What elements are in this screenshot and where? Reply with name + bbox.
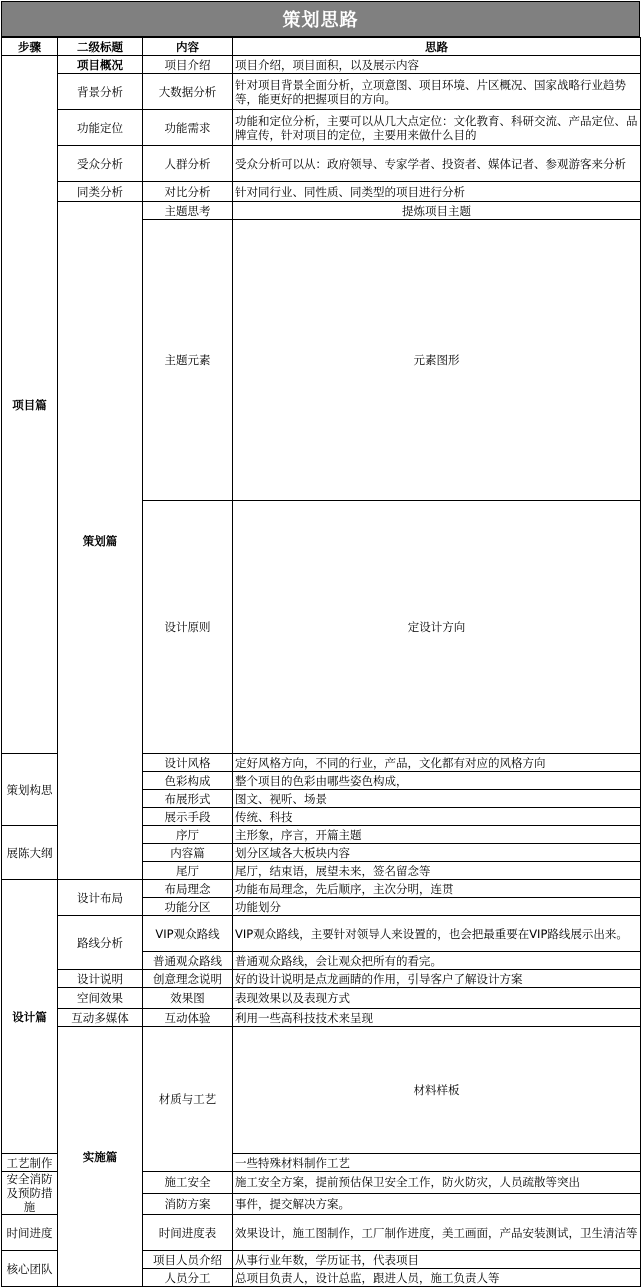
content-cell: 普通观众路线 (143, 952, 233, 970)
content-cell: 功能分区 (143, 898, 233, 916)
detail-cell: 图文、视听、场景 (233, 790, 641, 808)
content-cell: 序厅 (143, 826, 233, 844)
content-cell: 效果图 (143, 988, 233, 1009)
detail-cell: 好的设计说明是点龙画睛的作用，引导客户了解设计方案 (233, 970, 641, 988)
table-row (2, 1009, 641, 1027)
content-cell: 元素图形 (233, 220, 641, 501)
table-row (2, 182, 641, 202)
subtitle-cell: 互动多媒体 (58, 1009, 143, 1027)
table-row (2, 110, 641, 146)
detail-cell: 从事行业年数，学历证书，代表项目 (233, 1251, 641, 1269)
detail-cell: 尾厅，结束语，展望未来，签名留念等 (233, 862, 641, 880)
detail-cell: 整个项目的色彩由哪些姿色构成， (233, 772, 641, 790)
detail-cell: 传统、科技 (233, 808, 641, 826)
content-cell: 大数据分析 (143, 74, 233, 110)
subtitle-cell: 空间效果 (58, 988, 143, 1009)
detail-cell: 总项目负责人，设计总监，跟进人员，施工负责人等 (233, 1269, 641, 1287)
header-subtitle: 二级标题 (58, 38, 143, 56)
subtitle-cell: 路线分析 (58, 916, 143, 970)
subtitle-cell: 主题思考 (143, 202, 233, 220)
subtitle-cell: 核心团队 (2, 1251, 58, 1287)
detail-cell: 针对项目背景全面分析，立项意图、项目环境、片区概况、国家战略行业趋势等，能更好的把握项目的方向。 (233, 74, 641, 110)
detail-cell: 事件，提交解决方案。 (233, 1193, 641, 1215)
detail-cell: 主形象，序言，开篇主题 (233, 826, 641, 844)
section-cell: 实施篇 (58, 1027, 143, 1287)
subtitle-cell: 设计布局 (58, 880, 143, 916)
table-row (2, 74, 641, 110)
content-cell: 施工安全 (143, 1172, 233, 1194)
content-cell: 创意理念说明 (143, 970, 233, 988)
subtitle-cell: 设计说明 (58, 970, 143, 988)
content-cell: 定设计方向 (233, 501, 641, 754)
header-thinking: 思路 (233, 38, 641, 56)
subtitle-cell: 受众分析 (58, 146, 143, 182)
content-cell: 互动体验 (143, 1009, 233, 1027)
content-cell: 内容篇 (143, 844, 233, 862)
table-row (2, 202, 641, 220)
table-row (2, 988, 641, 1009)
content-cell: 色彩构成 (143, 772, 233, 790)
detail-cell: 受众分析可以从：政府领导、专家学者、投资者、媒体记者、参观游客来分析 (233, 146, 641, 182)
content-cell: 对比分析 (143, 182, 233, 202)
content-cell: 时间进度表 (143, 1215, 233, 1251)
detail-cell: 一些特殊材料制作工艺 (233, 1154, 641, 1172)
spreadsheet (1, 1, 640, 1287)
detail-cell: 针对同行业、同性质、同类型的项目进行分析 (233, 182, 641, 202)
detail-cell: 定好风格方向，不同的行业，产品，文化都有对应的风格方向 (233, 754, 641, 772)
subtitle-cell: 功能定位 (58, 110, 143, 146)
content-cell: 布展形式 (143, 790, 233, 808)
content-cell: 项目介绍 (143, 56, 233, 74)
content-cell: 工艺制作 (2, 1154, 58, 1172)
content-cell: 尾厅 (143, 862, 233, 880)
table-row (2, 970, 641, 988)
subtitle-cell: 材质与工艺 (143, 1027, 233, 1172)
table-row (2, 1027, 641, 1154)
table-row (2, 916, 641, 952)
sheet-title: 策划思路 (1, 1, 640, 37)
subtitle-cell: 主题元素 (143, 220, 233, 501)
content-cell: 材料样板 (233, 1027, 641, 1154)
subtitle-cell: 同类分析 (58, 182, 143, 202)
table-row (2, 146, 641, 182)
subtitle-cell: 时间进度 (2, 1215, 58, 1251)
detail-cell: 项目介绍，项目面积，以及展示内容 (233, 56, 641, 74)
section-cell: 项目篇 (2, 56, 58, 754)
table-row (2, 56, 641, 74)
content-cell: 功能需求 (143, 110, 233, 146)
subtitle-cell: 背景分析 (58, 74, 143, 110)
detail-cell: 划分区域各大板块内容 (233, 844, 641, 862)
subtitle-cell: 安全消防及预防措施 (2, 1172, 58, 1215)
content-cell: 展示手段 (143, 808, 233, 826)
detail-cell: 普通观众路线，会让观众把所有的看完。 (233, 952, 641, 970)
content-cell: VIP观众路线 (143, 916, 233, 952)
detail-cell: 利用一些高科技技术来呈现 (233, 1009, 641, 1027)
header-step: 步骤 (2, 38, 58, 56)
content-cell: 布局理念 (143, 880, 233, 898)
detail-cell: 功能划分 (233, 898, 641, 916)
content-cell: 消防方案 (143, 1193, 233, 1215)
content-cell: 设计风格 (143, 754, 233, 772)
table-row (2, 880, 641, 898)
subtitle-cell: 设计原则 (143, 501, 233, 754)
content-cell: 提炼项目主题 (233, 202, 641, 220)
section-cell: 策划篇 (58, 202, 143, 880)
header-content: 内容 (143, 38, 233, 56)
strategy-table (1, 37, 641, 1287)
detail-cell: 施工安全方案，提前预估保卫安全工作，防火防灾，人员疏散等突出 (233, 1172, 641, 1194)
section-cell: 设计篇 (2, 880, 58, 1154)
detail-cell: 效果设计，施工图制作，工厂制作进度，美工画面，产品安装测试，卫生清洁等 (233, 1215, 641, 1251)
detail-cell: VIP观众路线，主要针对领导人来设置的，也会把最重要在VIP路线展示出来。 (233, 916, 641, 952)
detail-cell: 功能和定位分析，主要可以从几大点定位：文化教育、科研交流、产品定位、品牌宣传，针对项目的定位，主要用来做什么目的 (233, 110, 641, 146)
subtitle-cell: 展陈大纲 (2, 826, 58, 880)
content-cell: 项目人员介绍 (143, 1251, 233, 1269)
header-row (2, 38, 641, 56)
detail-cell: 表现效果以及表现方式 (233, 988, 641, 1009)
detail-cell: 功能布局理念，先后顺序，主次分明，连贯 (233, 880, 641, 898)
content-cell: 人群分析 (143, 146, 233, 182)
subtitle-cell: 项目概况 (58, 56, 143, 74)
content-cell: 人员分工 (143, 1269, 233, 1287)
subtitle-cell: 策划构思 (2, 754, 58, 826)
